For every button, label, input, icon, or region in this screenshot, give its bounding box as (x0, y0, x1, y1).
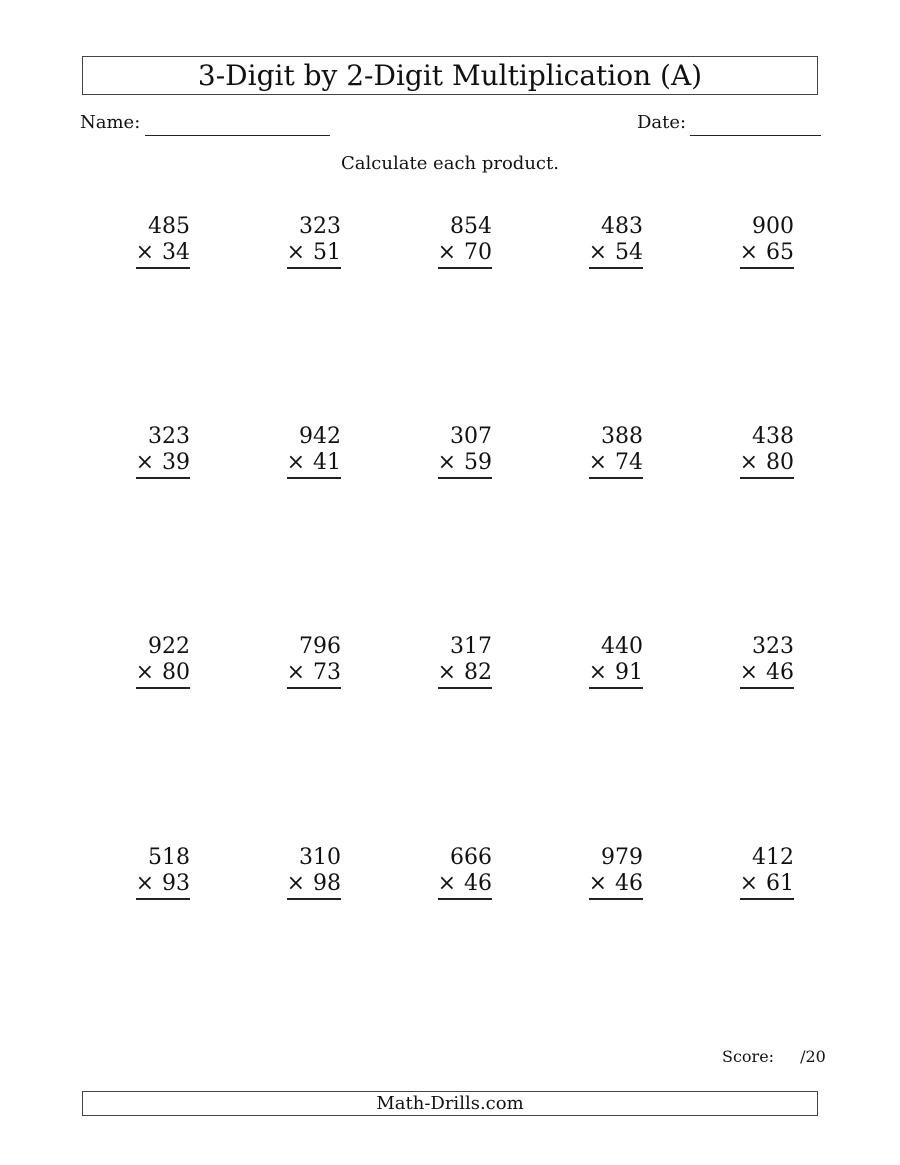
times-sign: × (135, 871, 154, 896)
problem-item (90, 424, 190, 479)
multiplier-line (287, 871, 341, 900)
multiplier-line (438, 871, 492, 900)
times-sign: × (437, 660, 456, 685)
score-label: Score: (722, 1047, 775, 1066)
problem-item (543, 634, 643, 689)
problem-item (90, 845, 190, 900)
multiplier-line (740, 871, 794, 900)
problem-item (90, 634, 190, 689)
times-sign: × (135, 450, 154, 475)
times-sign: × (588, 240, 607, 265)
multiplicand: 388 (601, 424, 643, 449)
name-label: Name: (80, 112, 141, 133)
multiplier: 34 (162, 240, 190, 265)
multiplier: 80 (766, 450, 794, 475)
date-label: Date: (637, 112, 687, 133)
times-sign: × (286, 871, 305, 896)
multiplicand: 412 (752, 845, 794, 870)
problem-item (543, 214, 643, 269)
multiplicand: 485 (148, 214, 190, 239)
problem-item (392, 424, 492, 479)
multiplier: 73 (313, 660, 341, 685)
multiplier: 80 (162, 660, 190, 685)
multiplier: 39 (162, 450, 190, 475)
multiplicand: 323 (752, 634, 794, 659)
problem-item (392, 634, 492, 689)
times-sign: × (286, 450, 305, 475)
multiplicand: 922 (148, 634, 190, 659)
multiplier-line (589, 660, 643, 689)
multiplicand: 307 (450, 424, 492, 449)
multiplicand: 796 (299, 634, 341, 659)
times-sign: × (739, 660, 758, 685)
multiplier-line (136, 660, 190, 689)
multiplicand: 666 (450, 845, 492, 870)
problem-item (694, 214, 794, 269)
footer-site: Math-Drills.com (82, 1091, 818, 1116)
problem-item (241, 424, 341, 479)
multiplier-line (287, 240, 341, 269)
multiplier-line (438, 660, 492, 689)
multiplier: 41 (313, 450, 341, 475)
multiplier: 46 (766, 660, 794, 685)
times-sign: × (286, 240, 305, 265)
score (722, 1047, 826, 1066)
problem-item (241, 214, 341, 269)
multiplier: 93 (162, 871, 190, 896)
multiplier: 51 (313, 240, 341, 265)
multiplier-line (740, 450, 794, 479)
multiplier-line (589, 450, 643, 479)
multiplicand: 440 (601, 634, 643, 659)
multiplier: 65 (766, 240, 794, 265)
multiplier-line (740, 660, 794, 689)
multiplier-line (740, 240, 794, 269)
times-sign: × (588, 450, 607, 475)
problem-item (392, 845, 492, 900)
worksheet-title: 3-Digit by 2-Digit Multiplication (A) (82, 56, 818, 95)
problem-item (694, 634, 794, 689)
times-sign: × (437, 240, 456, 265)
multiplier-line (589, 240, 643, 269)
problem-item (241, 845, 341, 900)
multiplier-line (589, 871, 643, 900)
multiplier: 54 (615, 240, 643, 265)
multiplier: 59 (464, 450, 492, 475)
times-sign: × (437, 871, 456, 896)
instructions: Calculate each product. (341, 153, 559, 174)
multiplier-line (438, 450, 492, 479)
multiplier-line (438, 240, 492, 269)
multiplier: 91 (615, 660, 643, 685)
multiplier: 82 (464, 660, 492, 685)
multiplicand: 518 (148, 845, 190, 870)
times-sign: × (135, 240, 154, 265)
multiplicand: 323 (299, 214, 341, 239)
problem-item (694, 424, 794, 479)
multiplicand: 900 (752, 214, 794, 239)
multiplicand: 979 (601, 845, 643, 870)
problem-item (90, 214, 190, 269)
multiplier-line (136, 871, 190, 900)
multiplicand: 942 (299, 424, 341, 449)
multiplicand: 310 (299, 845, 341, 870)
times-sign: × (739, 450, 758, 475)
problem-item (392, 214, 492, 269)
multiplier: 46 (615, 871, 643, 896)
problem-item (241, 634, 341, 689)
multiplier-line (136, 240, 190, 269)
times-sign: × (135, 660, 154, 685)
multiplicand: 438 (752, 424, 794, 449)
multiplier: 46 (464, 871, 492, 896)
multiplicand: 483 (601, 214, 643, 239)
times-sign: × (588, 660, 607, 685)
multiplier: 98 (313, 871, 341, 896)
problem-item (543, 424, 643, 479)
times-sign: × (739, 240, 758, 265)
multiplier: 61 (766, 871, 794, 896)
multiplier: 74 (615, 450, 643, 475)
multiplicand: 323 (148, 424, 190, 449)
multiplier-line (136, 450, 190, 479)
multiplicand: 854 (450, 214, 492, 239)
multiplier-line (287, 450, 341, 479)
times-sign: × (286, 660, 305, 685)
times-sign: × (588, 871, 607, 896)
multiplier: 70 (464, 240, 492, 265)
multiplier-line (287, 660, 341, 689)
problem-item (543, 845, 643, 900)
problem-item (694, 845, 794, 900)
times-sign: × (437, 450, 456, 475)
multiplicand: 317 (450, 634, 492, 659)
score-total: /20 (800, 1047, 826, 1066)
times-sign: × (739, 871, 758, 896)
